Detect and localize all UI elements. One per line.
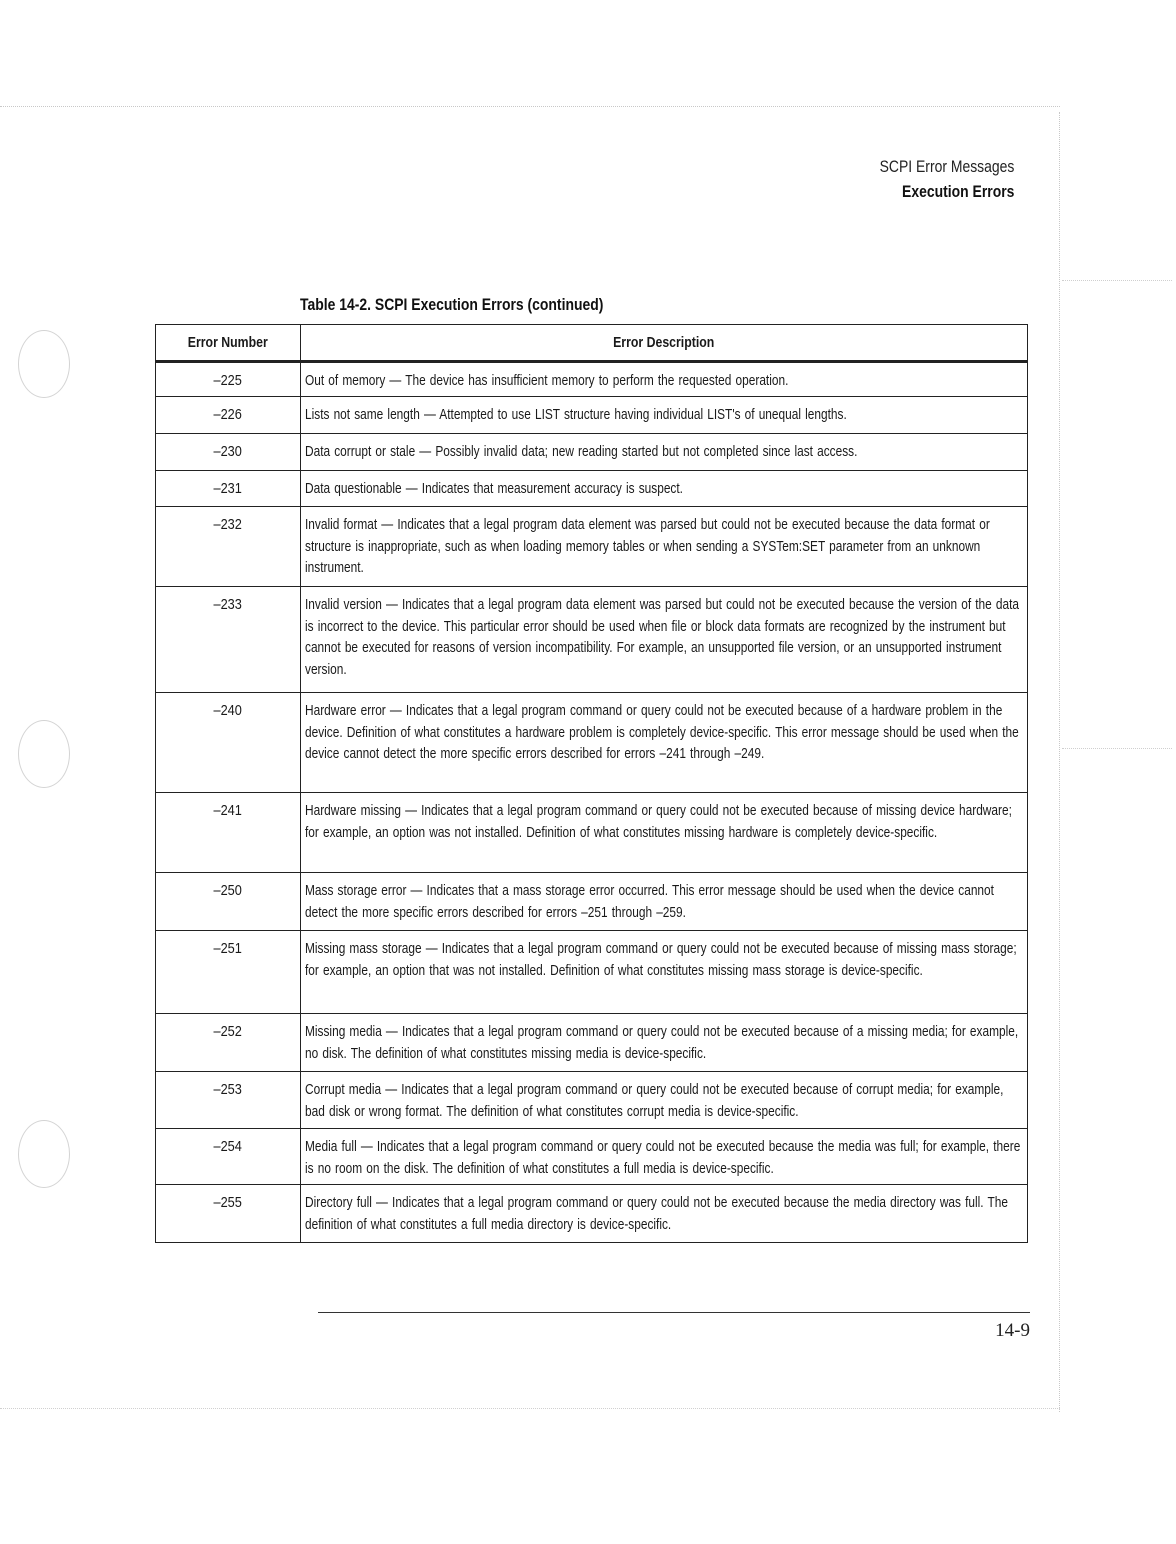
table-row bbox=[156, 793, 1028, 873]
table-row bbox=[156, 434, 1028, 471]
table-row bbox=[156, 1129, 1028, 1185]
table-row bbox=[156, 873, 1028, 931]
table-row bbox=[156, 931, 1028, 1014]
error-description-cell: Invalid version — Indicates that a legal program data element was parsed but could not be executed because the version of the data is incorrect to the device. This particular error should be used when file or block data formats are recognized by the instrument but cannot be executed for reasons of version incompatibility. For example, an unsupported file version, or an unsupported instrument version. bbox=[301, 587, 1028, 693]
page-number: 14-9 bbox=[995, 1320, 1030, 1341]
punch-hole bbox=[18, 330, 70, 398]
error-number-cell: –240 bbox=[156, 693, 301, 793]
error-number-cell: –255 bbox=[156, 1185, 301, 1243]
table-row bbox=[156, 1072, 1028, 1129]
scan-tick bbox=[1062, 280, 1172, 281]
footer-rule bbox=[318, 1312, 1030, 1313]
error-number-cell: –251 bbox=[156, 931, 301, 1014]
section-title: Execution Errors bbox=[901, 182, 1014, 201]
table-row bbox=[156, 397, 1028, 434]
table-title-text: Table 14-2. SCPI Execution Errors (continued) bbox=[300, 295, 604, 314]
error-description-cell: Directory full — Indicates that a legal program command or query could not be executed because the media directory was full. The definition of what constitutes a full media directory is device-specific. bbox=[301, 1185, 1028, 1243]
table-row bbox=[156, 507, 1028, 587]
error-number-cell: –250 bbox=[156, 873, 301, 931]
table-row bbox=[156, 1014, 1028, 1072]
error-number-cell: –252 bbox=[156, 1014, 301, 1072]
error-description-cell: Out of memory — The device has insufficient memory to perform the requested operation. bbox=[301, 362, 1028, 397]
error-description-cell: Data corrupt or stale — Possibly invalid data; new reading started but not completed since last access. bbox=[301, 434, 1028, 471]
table-title bbox=[300, 295, 1080, 315]
error-description-cell: Missing mass storage — Indicates that a legal program command or query could not be executed because of missing mass storage; for example, an option that was not installed. Definition of what constitutes missing mass storage is device-specific. bbox=[301, 931, 1028, 1014]
error-description-cell: Invalid format — Indicates that a legal program data element was parsed but could not be executed because the data format or structure is inappropriate, such as when loading memory tables or when sending a SYSTem:SET parameter from an unknown instrument. bbox=[301, 507, 1028, 587]
error-description-cell: Hardware error — Indicates that a legal program command or query could not be executed because of a hardware problem in the device. Definition of what constitutes a hardware problem is completely device-specific. This error message should be used when the device cannot detect the more specific errors described for errors –241 through –249. bbox=[301, 693, 1028, 793]
error-description-cell: Corrupt media — Indicates that a legal program command or query could not be executed because of corrupt media; for example, bad disk or wrong format. The definition of what constitutes corrupt media is device-specific. bbox=[301, 1072, 1028, 1129]
table-row bbox=[156, 362, 1028, 397]
error-number-cell: –232 bbox=[156, 507, 301, 587]
column-header-error-description: Error Description bbox=[301, 325, 1028, 362]
scan-edge-bottom bbox=[0, 1408, 1060, 1409]
error-description-cell: Hardware missing — Indicates that a legal program command or query could not be executed because of missing device hardware; for example, an option was not installed. Definition of what constitutes missing hardware is completely device-specific. bbox=[301, 793, 1028, 873]
error-number-cell: –225 bbox=[156, 362, 301, 397]
error-number-cell: –233 bbox=[156, 587, 301, 693]
error-table-container bbox=[155, 324, 1027, 1243]
error-number-cell: –241 bbox=[156, 793, 301, 873]
table-row bbox=[156, 693, 1028, 793]
error-description-cell: Mass storage error — Indicates that a mass storage error occurred. This error message should be used when the device cannot detect the more specific errors described for errors –251 through –259. bbox=[301, 873, 1028, 931]
error-number-cell: –254 bbox=[156, 1129, 301, 1185]
error-description-cell: Media full — Indicates that a legal program command or query could not be executed because the media was full; for example, there is no room on the disk. The definition of what constitutes a full media is device-specific. bbox=[301, 1129, 1028, 1185]
table-row bbox=[156, 471, 1028, 507]
punch-hole bbox=[18, 1120, 70, 1188]
error-number-cell: –231 bbox=[156, 471, 301, 507]
error-description-cell: Missing media — Indicates that a legal program command or query could not be executed because of a missing media; for example, no disk. The definition of what constitutes missing media is device-specific. bbox=[301, 1014, 1028, 1072]
error-number-cell: –253 bbox=[156, 1072, 301, 1129]
table-header-row bbox=[156, 325, 1028, 362]
scan-tick bbox=[1062, 748, 1172, 749]
column-header-error-number: Error Number bbox=[156, 325, 301, 362]
punch-hole bbox=[18, 720, 70, 788]
error-number-cell: –230 bbox=[156, 434, 301, 471]
chapter-title: SCPI Error Messages bbox=[879, 157, 1014, 176]
running-head bbox=[850, 155, 1014, 205]
error-number-cell: –226 bbox=[156, 397, 301, 434]
error-description-cell: Lists not same length — Attempted to use LIST structure having individual LIST's of unequal lengths. bbox=[301, 397, 1028, 434]
error-table bbox=[155, 324, 1028, 1243]
error-description-cell: Data questionable — Indicates that measurement accuracy is suspect. bbox=[301, 471, 1028, 507]
table-row bbox=[156, 587, 1028, 693]
table-row bbox=[156, 1185, 1028, 1243]
scan-edge-top bbox=[0, 106, 1060, 107]
